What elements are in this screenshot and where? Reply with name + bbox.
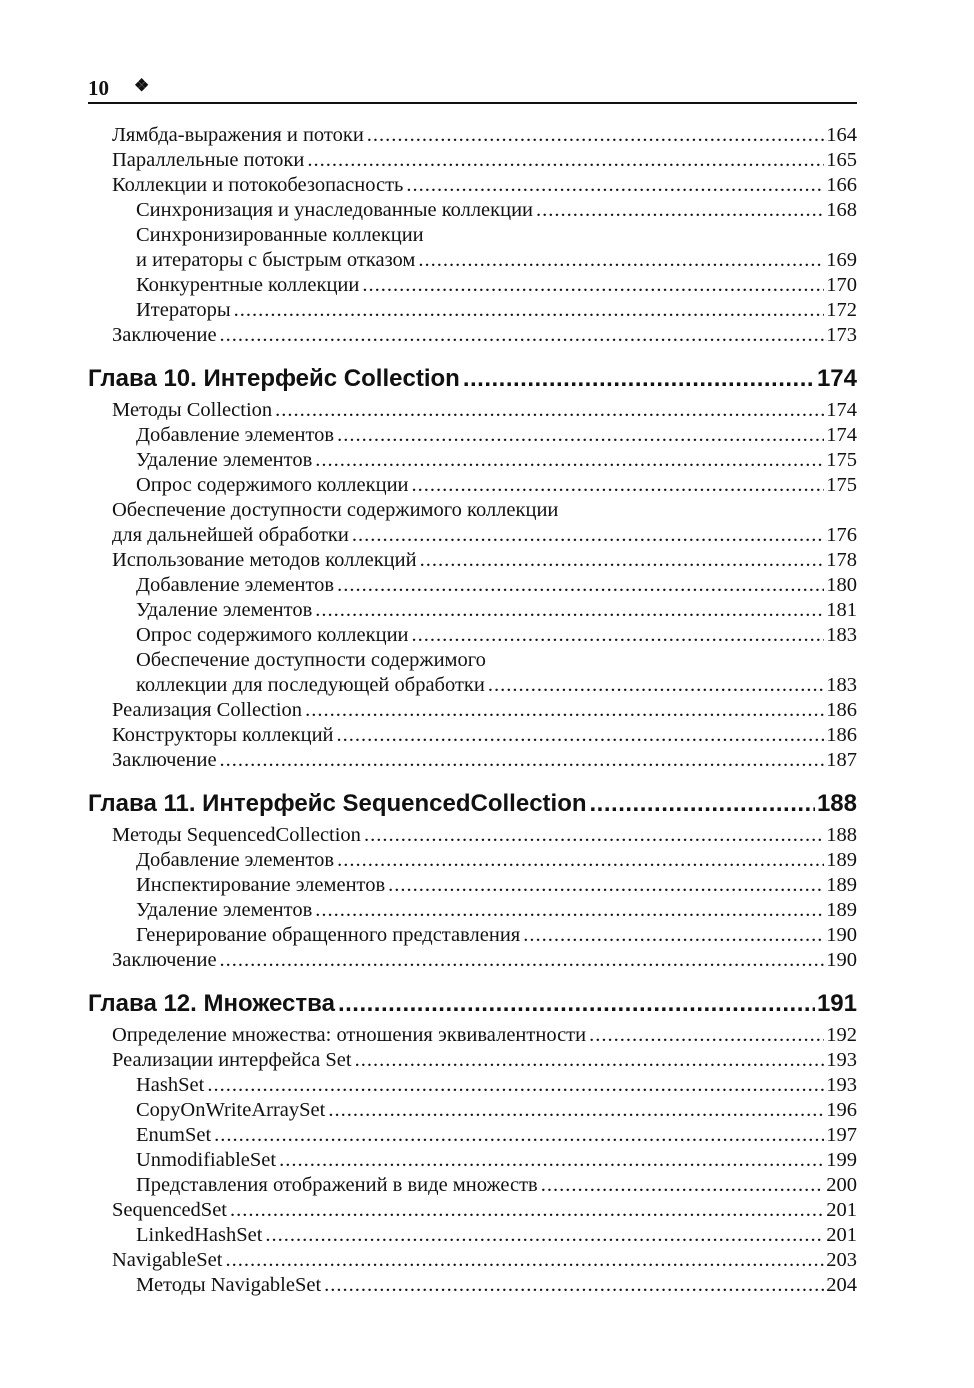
toc-entry[interactable] [88, 123, 857, 148]
toc-chapter[interactable] [88, 786, 857, 822]
toc-entry-title: Удаление элементов [136, 899, 313, 921]
toc-page-number: 189 [826, 899, 857, 921]
toc-entry-title: LinkedHashSet [136, 1224, 263, 1246]
toc-chapter[interactable] [88, 986, 857, 1022]
toc-entry[interactable] [88, 248, 857, 273]
toc-entry-title: Заключение [112, 749, 217, 771]
running-header [88, 74, 857, 102]
toc-entry-title: Коллекции и потокобезопасность [112, 174, 404, 196]
toc-entry-title: Заключение [112, 949, 217, 971]
toc-entry[interactable] [88, 223, 857, 248]
dot-leader [220, 323, 825, 348]
toc-entry-title: EnumSet [136, 1124, 212, 1146]
dot-leader [265, 1223, 824, 1248]
toc-entry-title: Опрос содержимого коллекции [136, 474, 409, 496]
dot-leader [315, 598, 824, 623]
dot-leader [352, 523, 824, 548]
toc-entry-title: Представления отображений в виде множеств [136, 1174, 538, 1196]
dot-leader [406, 173, 824, 198]
toc-entry-title: для дальнейшей обработки [112, 524, 349, 546]
toc-page-number: 164 [826, 124, 857, 146]
toc-page-number: 189 [826, 874, 857, 896]
toc-page-number: 190 [826, 924, 857, 946]
toc-entry[interactable] [88, 723, 857, 748]
toc-entry-title: NavigableSet [112, 1249, 223, 1271]
toc-entry[interactable] [88, 748, 857, 773]
toc-entry[interactable] [88, 948, 857, 973]
toc-entry[interactable] [88, 1198, 857, 1223]
toc-page-number: 188 [816, 790, 857, 817]
toc-entry[interactable] [88, 673, 857, 698]
toc-entry-title: Обеспечение доступности содержимого [136, 649, 486, 671]
dot-leader [536, 198, 824, 223]
toc-page-number: 188 [826, 824, 857, 846]
toc-entry[interactable] [88, 423, 857, 448]
toc-page-number: 174 [826, 399, 857, 421]
dot-leader [275, 398, 824, 423]
toc-entry-title: Методы SequencedCollection [112, 824, 361, 846]
page-number: 10 [88, 76, 109, 100]
toc-page-number: 178 [826, 549, 857, 571]
toc-page-number: 180 [826, 574, 857, 596]
toc-entry[interactable] [88, 498, 857, 523]
toc-page-number: 199 [826, 1149, 857, 1171]
toc-page-number: 176 [826, 524, 857, 546]
toc-entry[interactable] [88, 198, 857, 223]
toc-page-number: 189 [826, 849, 857, 871]
toc-entry-title: Методы Collection [112, 399, 273, 421]
toc-entry[interactable] [88, 698, 857, 723]
dot-leader [418, 248, 824, 273]
toc-entry[interactable] [88, 448, 857, 473]
dot-leader [279, 1148, 824, 1173]
toc-entry-title: SequencedSet [112, 1199, 227, 1221]
toc-page-number: 183 [826, 624, 857, 646]
toc-entry-title: Параллельные потоки [112, 149, 305, 171]
toc-entry[interactable] [88, 323, 857, 348]
toc-entry-title: UnmodifiableSet [136, 1149, 277, 1171]
dot-leader [364, 823, 824, 848]
toc-entry[interactable] [88, 923, 857, 948]
toc-page-number: 197 [826, 1124, 857, 1146]
toc-entry-title: CopyOnWriteArraySet [136, 1099, 326, 1121]
toc-page-number: 193 [826, 1049, 857, 1071]
dot-leader [307, 148, 824, 173]
toc-entry[interactable] [88, 623, 857, 648]
toc-chapter[interactable] [88, 361, 857, 397]
dot-leader [355, 1048, 825, 1073]
toc-entry[interactable] [88, 523, 857, 548]
toc-page-number: 187 [826, 749, 857, 771]
dot-leader [214, 1123, 824, 1148]
dot-leader [337, 723, 825, 748]
toc-entry[interactable] [88, 1223, 857, 1248]
toc-entry[interactable] [88, 398, 857, 423]
toc-entry[interactable] [88, 1148, 857, 1173]
toc-entry-title: Итераторы [136, 299, 231, 321]
toc-page-number: 200 [826, 1174, 857, 1196]
toc-entry-title: Опрос содержимого коллекции [136, 624, 409, 646]
dot-leader [315, 898, 824, 923]
dot-leader [315, 448, 824, 473]
dot-leader [328, 1098, 824, 1123]
toc-page-number: 203 [826, 1249, 857, 1271]
toc-entry[interactable] [88, 298, 857, 323]
toc-entry[interactable] [88, 1248, 857, 1273]
toc-entry-title: Удаление элементов [136, 449, 313, 471]
toc-entry[interactable] [88, 1123, 857, 1148]
toc-page-number: 193 [826, 1074, 857, 1096]
toc-page-number: 168 [826, 199, 857, 221]
toc-page-number: 201 [826, 1199, 857, 1221]
toc-entry[interactable] [88, 473, 857, 498]
dot-leader [388, 873, 824, 898]
dot-leader [220, 948, 825, 973]
toc-entry[interactable] [88, 573, 857, 598]
toc-entry[interactable] [88, 648, 857, 673]
toc-page-number: 172 [826, 299, 857, 321]
ornament-icon: ❖ [134, 76, 150, 95]
toc-page-number: 204 [826, 1274, 857, 1296]
toc-entry-title: Конкурентные коллекции [136, 274, 360, 296]
toc-entry-title: Генерирование обращенного представления [136, 924, 521, 946]
toc-page-number: 166 [826, 174, 857, 196]
toc-entry[interactable] [88, 1023, 857, 1048]
toc-page-number: 186 [826, 699, 857, 721]
dot-leader [337, 573, 824, 598]
toc-entry[interactable] [88, 598, 857, 623]
toc-entry[interactable] [88, 1073, 857, 1098]
dot-leader [305, 698, 824, 723]
toc-entry-title: Глава 11. Интерфейс SequencedCollection [88, 790, 587, 817]
dot-leader [362, 273, 824, 298]
dot-leader [590, 786, 815, 822]
toc-entry[interactable] [88, 823, 857, 848]
toc-entry-title: Заключение [112, 324, 217, 346]
toc-entry-title: Добавление элементов [136, 574, 335, 596]
toc-page-number: 165 [826, 149, 857, 171]
toc-entry-title: Глава 10. Интерфейс Collection [88, 365, 460, 392]
toc-entry-title: Использование методов коллекций [112, 549, 417, 571]
toc-page-number: 190 [826, 949, 857, 971]
dot-leader [230, 1198, 824, 1223]
toc-entry[interactable] [88, 848, 857, 873]
toc-entry-title: Лямбда-выражения и потоки [112, 124, 364, 146]
toc-page-number: 192 [826, 1024, 857, 1046]
toc-page-number: 173 [826, 324, 857, 346]
toc-entry-title: HashSet [136, 1074, 205, 1096]
dot-leader [589, 1023, 824, 1048]
dot-leader [523, 923, 824, 948]
toc-entry-title: Методы NavigableSet [136, 1274, 322, 1296]
toc-page-number: 191 [816, 990, 857, 1017]
toc-page-number: 170 [826, 274, 857, 296]
dot-leader [324, 1273, 824, 1298]
toc-page-number: 174 [816, 365, 857, 392]
toc-entry[interactable] [88, 173, 857, 198]
toc-entry-title: Определение множества: отношения эквивалентности [112, 1024, 587, 1046]
dot-leader [234, 298, 825, 323]
toc-entry-title: Синхронизация и унаследованные коллекции [136, 199, 534, 221]
toc-page-number: 174 [826, 424, 857, 446]
toc-page-number: 201 [826, 1224, 857, 1246]
dot-leader [412, 473, 825, 498]
toc-entry[interactable] [88, 1173, 857, 1198]
toc-entry-title: и итераторы с быстрым отказом [136, 249, 416, 271]
toc-page-number: 181 [826, 599, 857, 621]
toc-entry[interactable] [88, 548, 857, 573]
toc-entry-title: Конструкторы коллекций [112, 724, 334, 746]
toc-entry[interactable] [88, 273, 857, 298]
dot-leader [367, 123, 824, 148]
dot-leader [337, 848, 824, 873]
toc-entry-title: Инспектирование элементов [136, 874, 386, 896]
dot-leader [220, 748, 825, 773]
toc-page-number: 175 [826, 474, 857, 496]
toc-entry-title: коллекции для последующей обработки [136, 674, 485, 696]
header-rule [88, 102, 857, 104]
dot-leader [412, 623, 825, 648]
dot-leader [207, 1073, 824, 1098]
toc-entry[interactable] [88, 1098, 857, 1123]
dot-leader [488, 673, 824, 698]
dot-leader [225, 1248, 824, 1273]
table-of-contents [88, 123, 857, 1298]
toc-page-number: 196 [826, 1099, 857, 1121]
dot-leader [337, 423, 824, 448]
dot-leader [463, 361, 815, 397]
toc-entry-title: Добавление элементов [136, 424, 335, 446]
toc-entry-title: Обеспечение доступности содержимого коллекции [112, 499, 559, 521]
toc-entry[interactable] [88, 898, 857, 923]
dot-leader [420, 548, 825, 573]
toc-entry-title: Реализация Collection [112, 699, 303, 721]
toc-entry-title: Удаление элементов [136, 599, 313, 621]
toc-entry-title: Глава 12. Множества [88, 990, 335, 1017]
toc-entry[interactable] [88, 1273, 857, 1298]
toc-entry-title: Реализации интерфейса Set [112, 1049, 352, 1071]
toc-entry-title: Добавление элементов [136, 849, 335, 871]
toc-page-number: 186 [826, 724, 857, 746]
toc-entry[interactable] [88, 873, 857, 898]
toc-entry-title: Синхронизированные коллекции [136, 224, 424, 246]
dot-leader [541, 1173, 825, 1198]
toc-page-number: 183 [826, 674, 857, 696]
toc-page-number: 175 [826, 449, 857, 471]
toc-page-number: 169 [826, 249, 857, 271]
dot-leader [338, 986, 815, 1022]
toc-entry[interactable] [88, 148, 857, 173]
toc-entry[interactable] [88, 1048, 857, 1073]
